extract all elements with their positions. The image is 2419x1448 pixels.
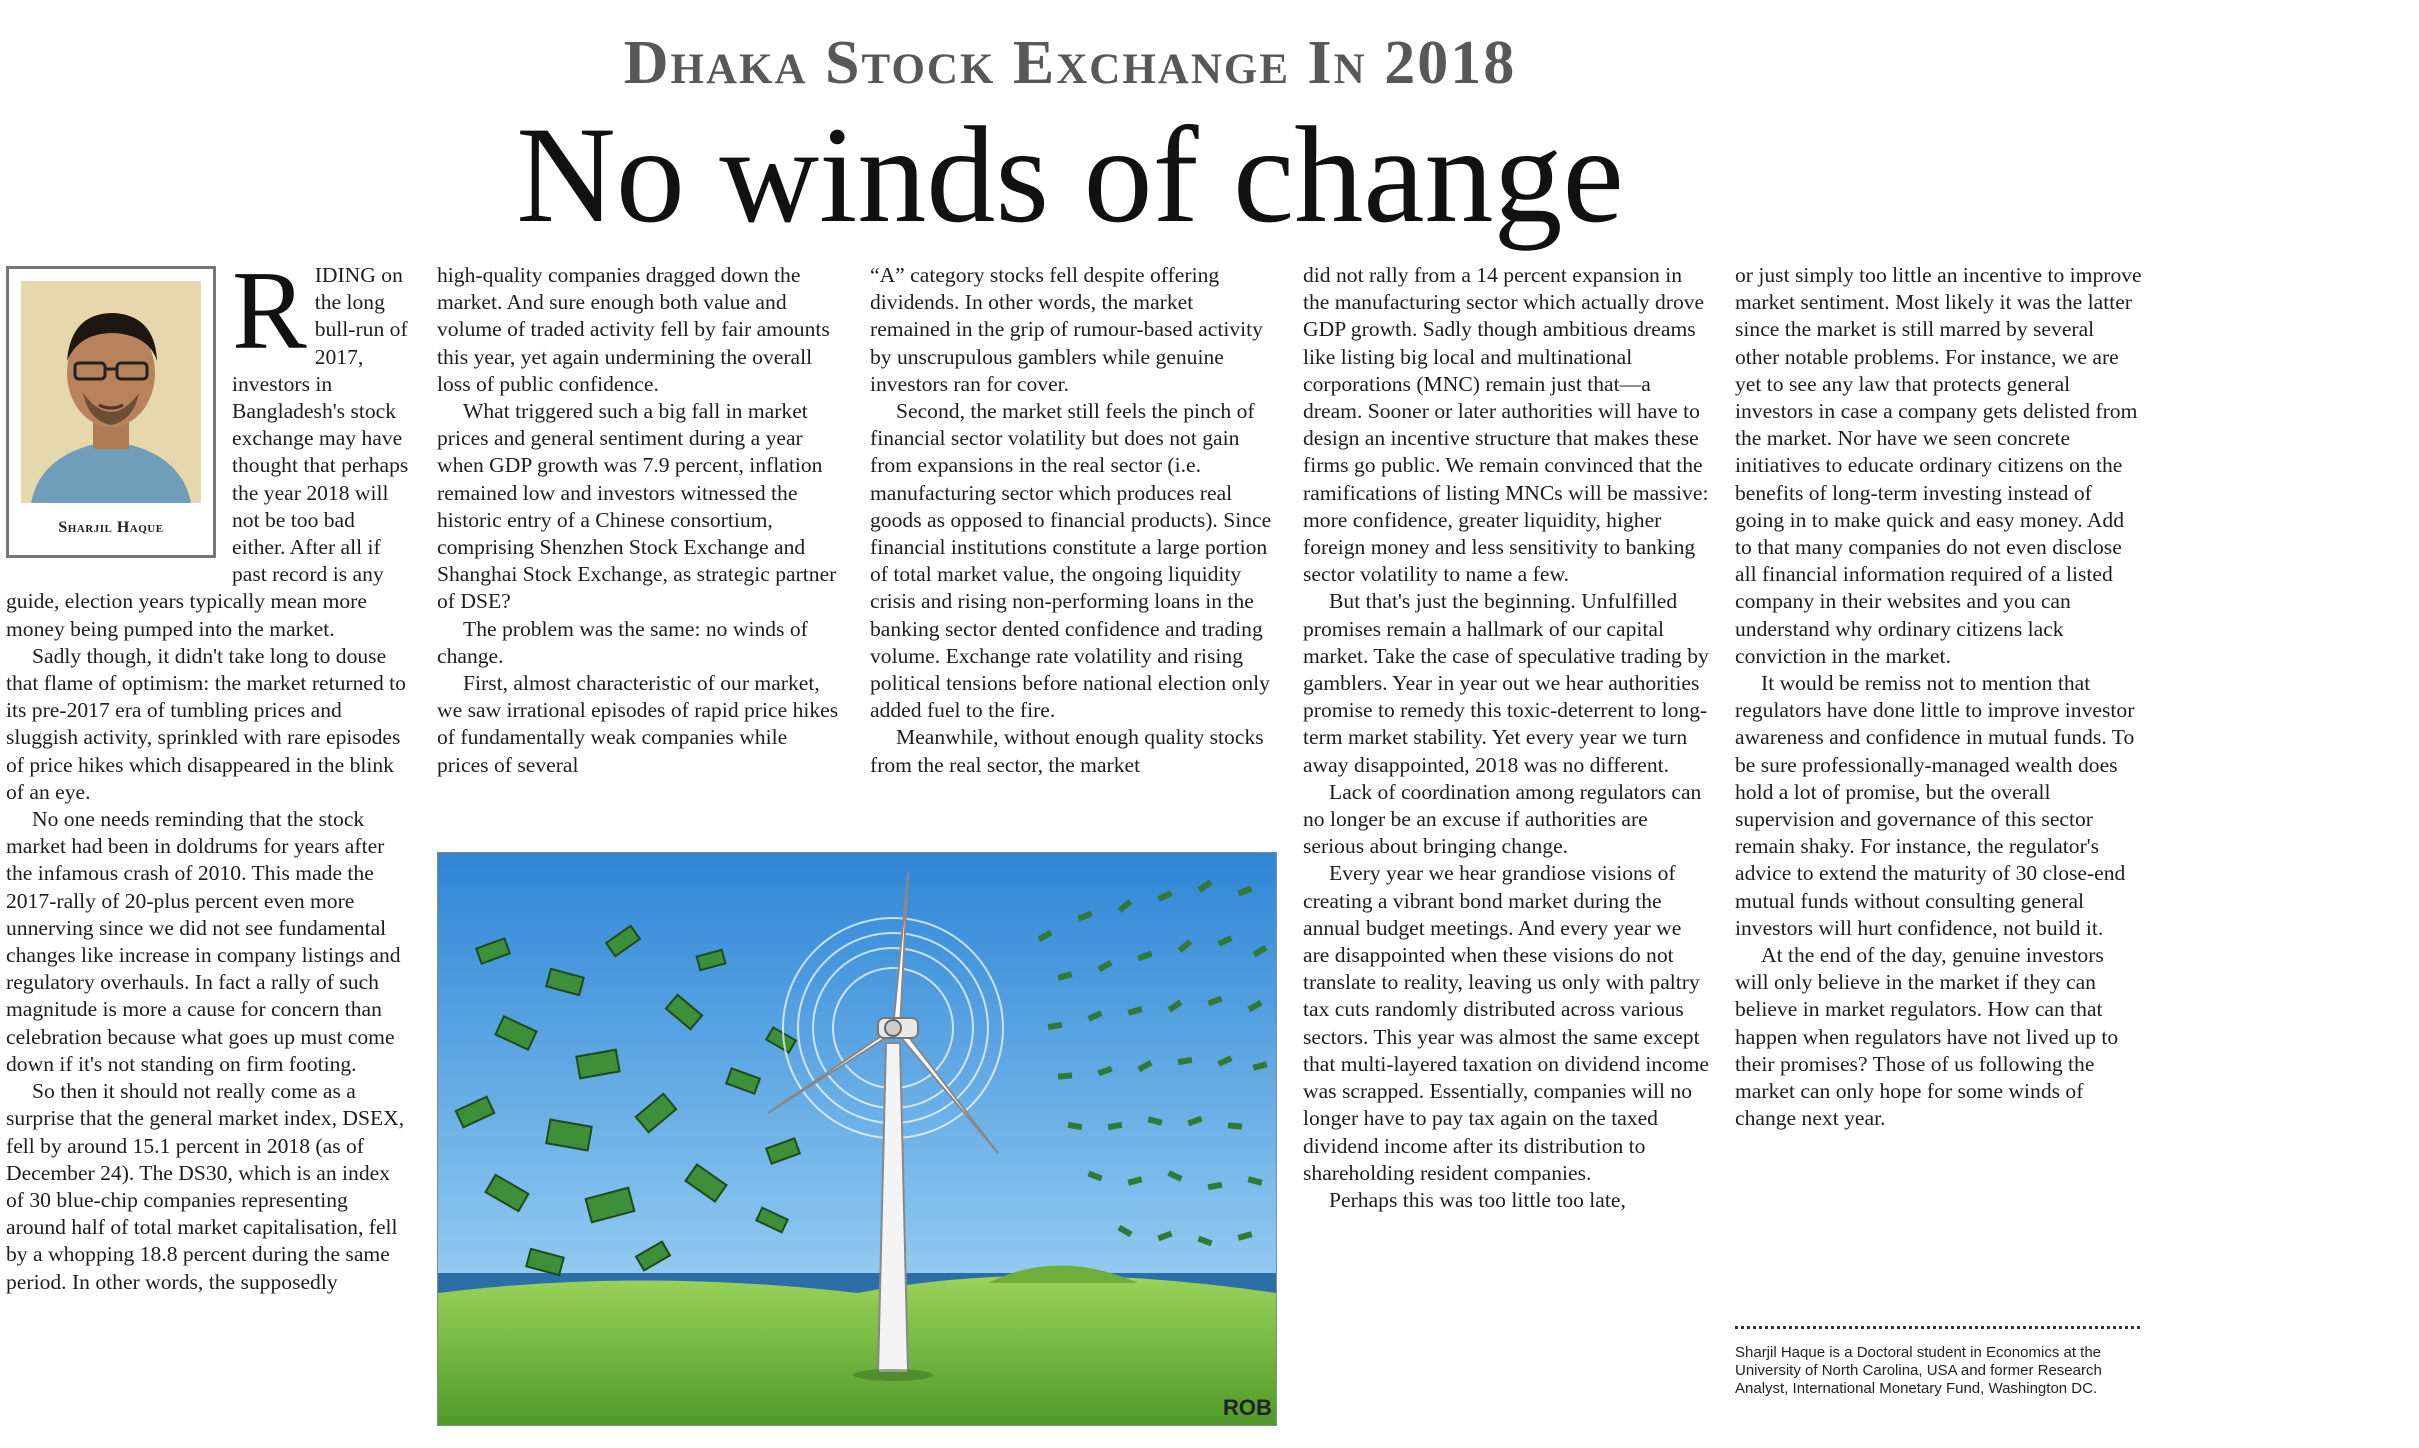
author-bio: Sharjil Haque is a Doctoral student in Economics at the University of North Carolina, USA and former Research Analyst, International Monetary Fund, Washington DC. xyxy=(1735,1344,2102,1397)
article-paragraph: did not rally from a 14 percent expansion in the manufacturing sector which actually drove GDP growth. Sadly though ambitious dreams like listing big local and multinational corporations (MNC) remain just that—a dream. Sooner or later authorities will have to design an incentive structure that makes these firms go public. We remain convinced that the ramifications of listing MNCs will be massive: more confidence, greater liquidity, higher foreign money and less sensitivity to banking sector volatility to name a few. xyxy=(1303,263,1709,587)
article-column-4 xyxy=(1303,262,1711,1214)
drop-cap: R xyxy=(232,249,307,373)
article-paragraph: At the end of the day, genuine investors will only believe in the market if they can believe in market regulators. How can that happen when regulators have not lived up to their promises? Those of us following the market can only hope for some winds of change next year. xyxy=(1735,943,2119,1131)
article-paragraph: First, almost characteristic of our market, we saw irrational episodes of rapid price hikes of fundamentally weak companies while prices of several xyxy=(437,671,839,777)
article-paragraph: Lack of coordination among regulators can no longer be an excuse if authorities are serious about bringing change. xyxy=(1303,779,1702,859)
bio-divider xyxy=(1735,1326,2140,1329)
article-paragraph: But that's just the beginning. Unfulfilled promises remain a hallmark of our capital market. Take the case of speculative trading by gamblers. Year in year out we hear authorities promise to remedy this toxic-deterrent to long-term market stability. Yet every year we turn away disappointed, 2018 was no different. xyxy=(1303,589,1709,777)
lead-text: IDING on the long bull-run of 2017, investors in Bangladesh's stock exchange may have thought that perhaps the year 2018 will not be too bad either. After all if past record is any guide, election years typically mean more money being pumped into the market. xyxy=(6,263,409,641)
article-paragraph: Second, the market still feels the pinch of financial sector volatility but does not gain from expansions in the real sector (i.e. manufacturing sector which produces real goods as opposed to financial products). Since financial institutions constitute a large portion of total market value, the ongoing liquidity crisis and rising non-performing loans in the banking sector dented confidence and trading volume. Exchange rate volatility and rising political tensions before national election only added fuel to the fire. xyxy=(870,399,1272,723)
article-paragraph: Meanwhile, without enough quality stocks from the real sector, the market xyxy=(870,725,1264,777)
photo-spacer xyxy=(6,262,232,562)
article-paragraph: Every year we hear grandiose visions of creating a vibrant bond market during the annual budget meetings. And every year we are disappointed when these visions do not translate to reality, leaving us only with paltry tax cuts randomly distributed across various sectors. This year was almost the same except that multi-layered taxation on dividend income was scrapped. Essentially, companies will no longer have to pay tax again on the taxed dividend income after its distribution to shareholding resident companies. xyxy=(1303,861,1709,1185)
article-paragraph: What triggered such a big fall in market prices and general sentiment during a year when GDP growth was 7.9 percent, inflation remained low and investors witnessed the historic entry of a Chinese consortium, comprising Shenzhen Stock Exchange and Shanghai Stock Exchange, as strategic partner of DSE? xyxy=(437,399,837,614)
article-column-3 xyxy=(870,262,1278,779)
author-photo-caption: Sharjil Haque xyxy=(58,519,164,536)
article-paragraph: It would be remiss not to mention that regulators have done little to improve investor awareness and confidence in mutual funds. To be sure professionally-managed wealth does hold a lot of promise, but the overall supervision and governance of this sector remain shaky. For instance, the regulator's advice to extend the maturity of 30 close-end mutual funds without consulting general investors will hurt confidence, not build it. xyxy=(1735,671,2135,940)
article-paragraph: The problem was the same: no winds of change. xyxy=(437,616,808,668)
article-paragraph: Perhaps this was too little too late, xyxy=(1329,1187,1626,1212)
cartoonist-signature: ROB xyxy=(1223,1395,1272,1420)
wind-turbine-illustration xyxy=(438,853,1276,1425)
article-paragraph: “A” category stocks fell despite offering dividends. In other words, the market remained in the grip of rumour-based activity by unscrupulous gamblers while genuine investors ran for cover. xyxy=(870,263,1263,396)
article-column-1 xyxy=(6,249,411,1296)
article-paragraph: So then it should not really come as a surprise that the general market index, DSEX, fell by around 15.1 percent in 2018 (as of December 24). The DS30, which is an index of 30 blue-chip companies representing around half of total market capitalisation, fell by a whopping 18.8 percent during the same period. In other words, the supposedly xyxy=(6,1079,405,1294)
article-paragraph: high-quality companies dragged down the market. And sure enough both value and volume of traded activity fell by fair amounts this year, yet again undermining the overall loss of public confidence. xyxy=(437,263,830,396)
editorial-cartoon xyxy=(437,852,1277,1426)
article-headline: No winds of change xyxy=(516,98,1624,251)
article-column-5 xyxy=(1735,262,2142,1133)
article-paragraph: Sadly though, it didn't take long to douse that flame of optimism: the market returned to its pre-2017 era of tumbling prices and sluggish activity, sprinkled with rare episodes of price hikes which disappeared in the blink of an eye. xyxy=(6,643,406,804)
article-column-2 xyxy=(437,262,843,779)
article-paragraph: or just simply too little an incentive to improve market sentiment. Most likely it was the latter since the market is still marred by several other notable problems. For instance, we are yet to see any law that protects general investors in case a company gets delisted from the market. Nor have we seen concrete initiatives to educate ordinary citizens on the benefits of long-term investing instead of going in to make quick and easy money. Add to that many companies do not even disclose all financial information required of a listed company in their websites and you can understand why ordinary citizens lack conviction in the market. xyxy=(1735,263,2142,668)
article-kicker: Dhaka Stock Exchange In 2018 xyxy=(623,29,1517,97)
article-paragraph: No one needs reminding that the stock market had been in doldrums for years after the infamous crash of 2010. This made the 2017-rally of 20-plus percent even more unnerving since we did not see fundamental changes like increase in company listings and regulatory overhauls. In fact a rally of such magnitude is more a cause for concern than celebration because what goes up must come down if it's not standing on firm footing. xyxy=(6,807,401,1076)
